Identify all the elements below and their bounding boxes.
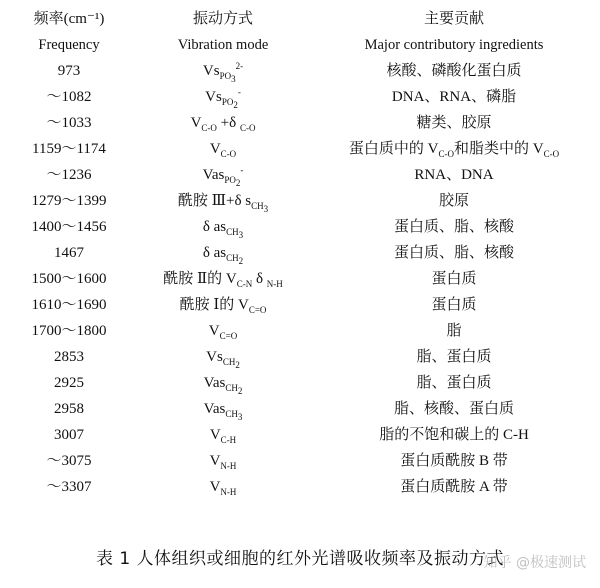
frequency-cell: 2925 [54, 375, 84, 391]
ingredients-cell: 脂、蛋白质 [416, 349, 492, 365]
frequency-cell: 1610～1690 [31, 297, 107, 313]
frequency-cell: 973 [57, 63, 81, 79]
frequency-cell: ～3307 [46, 479, 92, 495]
table-row [0, 58, 600, 84]
table-caption: 表 1 人体组织或细胞的红外光谱吸收频率及振动方式 [95, 549, 505, 569]
header-ingredients-cn: 主要贡献 [423, 11, 484, 27]
ingredients-cell: 核酸、磷酸化蛋白质 [386, 63, 522, 79]
ingredients-cell: 脂、核酸、蛋白质 [393, 401, 514, 417]
table-row [0, 448, 600, 474]
table-row [0, 188, 600, 214]
ingredients-cell: RNA、DNA [414, 167, 494, 183]
table-row [0, 422, 600, 448]
vibration-mode-cell: Vas$_{CH_2}$ [203, 375, 243, 396]
header-row-chinese [0, 6, 600, 32]
vibration-mode-cell: $Vs_{CH_2}$ [206, 349, 240, 370]
header-frequency-cn: 频率(cm⁻¹) [33, 11, 105, 27]
vibration-mode-cell: $Vs_{PO_2}^-$ [205, 87, 241, 110]
table-row [0, 474, 600, 500]
vibration-mode-cell: 酰胺 Ⅲ+δ $s_{CH_3}$ [177, 193, 269, 214]
table-row [0, 292, 600, 318]
ingredients-cell: 蛋白质酰胺 B 带 [400, 453, 508, 469]
frequency-cell: 2958 [54, 401, 84, 417]
watermark: 知乎 @极速测试 [483, 555, 586, 571]
ingredients-cell: 蛋白质、脂、核酸 [393, 219, 514, 235]
vibration-mode-cell: $V_{C-H}$ [209, 427, 237, 445]
vibration-mode-cell: Vas$_{PO_2}$- [202, 165, 244, 188]
table-row [0, 266, 600, 292]
frequency-cell: 1700～1800 [31, 323, 107, 339]
table-row [0, 240, 600, 266]
vibration-mode-cell: δ $as_{CH_3}$ [202, 219, 244, 240]
ingredients-cell: DNA、RNA、磷脂 [391, 89, 517, 105]
table-row [0, 110, 600, 136]
header-frequency-en: Frequency [38, 37, 100, 53]
table-row [0, 162, 600, 188]
vibration-mode-cell: $V_{N-H}$ [209, 479, 237, 497]
ingredients-cell: 脂 [446, 323, 462, 339]
ingredients-cell: 糖类、胶原 [416, 115, 492, 131]
vibration-mode-cell: δ $as_{CH_2}$ [202, 245, 244, 266]
vibration-mode-cell: $V_{N-H}$ [209, 453, 237, 471]
ingredients-cell: 脂的不饱和碳上的 C-H [379, 427, 529, 443]
ingredients-cell: 蛋白质中的 $V_{C-O}$和脂类中的 $V_{C-O}$ [348, 141, 560, 159]
header-row-english [0, 32, 600, 58]
table-row [0, 396, 600, 422]
table-row [0, 318, 600, 344]
frequency-cell: ～3075 [46, 453, 92, 469]
frequency-cell: 1400～1456 [31, 219, 107, 235]
table-row [0, 136, 600, 162]
vibration-mode-cell: $V_{C-O}$ [209, 141, 237, 159]
header-vibration-mode-en: Vibration mode [177, 37, 269, 53]
table-row [0, 370, 600, 396]
vibration-mode-cell: $V_{C=O}$ [208, 323, 238, 341]
infrared-spectra-table [0, 6, 600, 500]
frequency-cell: ～1033 [46, 115, 92, 131]
vibration-mode-cell: 酰胺 Ⅰ的 $V_{C=O}$ [179, 297, 267, 315]
ingredients-cell: 蛋白质酰胺 A 带 [400, 479, 508, 495]
vibration-mode-cell: Vas$_{CH_3}$ [203, 401, 243, 422]
table-row [0, 84, 600, 110]
frequency-cell: 2853 [54, 349, 84, 365]
frequency-cell: ～1236 [46, 167, 92, 183]
ingredients-cell: 胶原 [438, 193, 469, 209]
vibration-mode-cell: 酰胺 Ⅱ的 $V_{C-N}$ δ $_{N-H}$ [163, 271, 283, 289]
frequency-cell: 1159～1174 [32, 141, 106, 157]
frequency-cell: 1467 [54, 245, 84, 261]
ingredients-cell: 脂、蛋白质 [416, 375, 492, 391]
table-row [0, 214, 600, 240]
vibration-mode-cell: $Vs_{PO_3}^{2-}$ [202, 61, 244, 84]
frequency-cell: 1279～1399 [31, 193, 107, 209]
ingredients-cell: 蛋白质 [431, 271, 477, 287]
frequency-cell: 1500～1600 [31, 271, 107, 287]
vibration-mode-cell: $V_{C-O} +\delta$ $_{C-O}$ [190, 115, 256, 133]
table-body [0, 6, 600, 500]
table-row [0, 344, 600, 370]
frequency-cell: ～1082 [46, 89, 92, 105]
header-ingredients-en: Major contributory ingredients [364, 37, 544, 53]
header-vibration-mode-cn: 振动方式 [192, 11, 253, 27]
frequency-cell: 3007 [54, 427, 84, 443]
ingredients-cell: 蛋白质、脂、核酸 [393, 245, 514, 261]
ingredients-cell: 蛋白质 [431, 297, 477, 313]
